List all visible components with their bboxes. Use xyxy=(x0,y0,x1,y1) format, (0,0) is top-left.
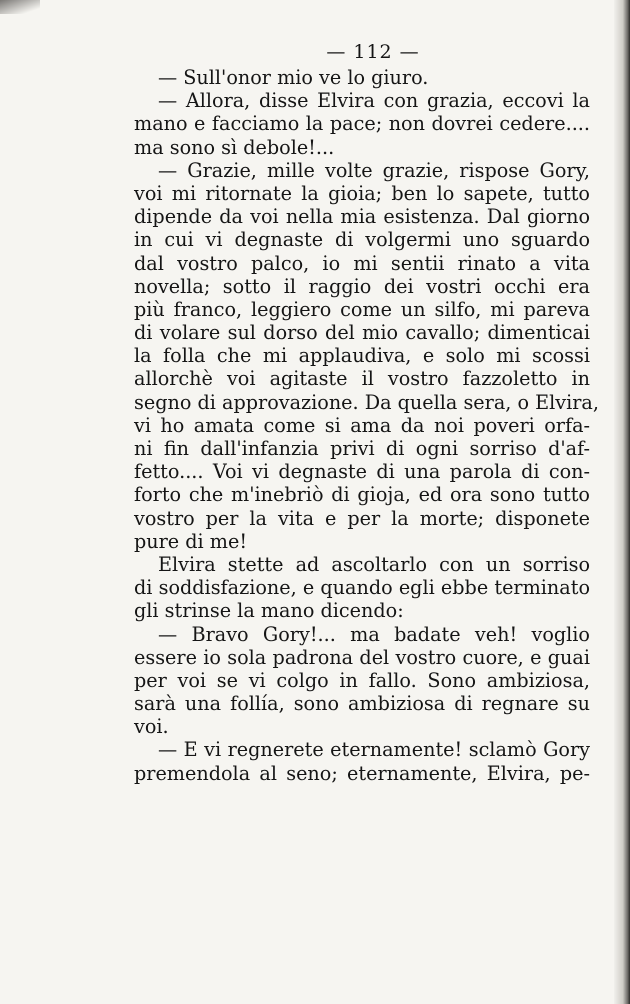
text-line: vi ho amata come si ama da noi poveri orfa- xyxy=(134,413,590,437)
text-line: ma sono sì debole!... xyxy=(134,135,335,159)
text-line: — Sull'onor mio ve lo giuro. xyxy=(158,66,429,89)
text-line: per voi se vi colgo in fallo. Sono ambiziosa, xyxy=(134,668,590,692)
text-line: ni fin dall'infanzia privi di ogni sorriso d'af- xyxy=(134,437,590,460)
text-line: pure di me! xyxy=(134,529,248,553)
paragraph-2 xyxy=(134,89,590,159)
text-line: — Grazie, mille volte grazie, rispose Gory, xyxy=(158,158,590,182)
text-line: segno di approvazione. Da quella sera, o Elvira, xyxy=(134,390,599,414)
text-line: dipende da voi nella mia esistenza. Dal giorno xyxy=(134,205,590,229)
text-line: Elvira stette ad ascoltarlo con un sorriso xyxy=(158,552,590,576)
text-line: mano e facciamo la pace; non dovrei cedere.... xyxy=(134,112,590,136)
text-line: dal vostro palco, io mi sentii rinato a vita xyxy=(134,251,590,275)
text-line: la folla che mi applaudiva, e solo mi scossi xyxy=(134,344,590,368)
text-line: voi. xyxy=(134,715,169,739)
page-number: — 112 — xyxy=(326,41,420,63)
paragraph-4 xyxy=(134,553,590,623)
paragraph-5 xyxy=(134,623,590,739)
text-line: essere io sola padrona del vostro cuore, e guai xyxy=(134,645,590,669)
text-line: sarà una follía, sono ambiziosa di regnare su xyxy=(134,692,590,716)
text-line: di soddisfazione, e quando egli ebbe terminato xyxy=(134,576,590,600)
page-binding-edge xyxy=(614,0,630,1004)
text-line: — Bravo Gory!... ma badate veh! voglio xyxy=(158,622,590,646)
text-line: novella; sotto il raggio dei vostri occhi era xyxy=(134,274,590,298)
text-line: più franco, leggiero come un silfo, mi pareva xyxy=(134,297,590,321)
page-corner-shadow xyxy=(0,0,40,14)
text-line: — Allora, disse Elvira con grazia, eccovi la xyxy=(158,89,590,113)
text-line: — E vi regnerete eternamente! sclamò Gory xyxy=(158,738,590,762)
text-line: fetto.... Voi vi degnaste di una parola di con- xyxy=(134,460,590,484)
text-line: di volare sul dorso del mio cavallo; dimenticai xyxy=(134,321,590,345)
text-line: in cui vi degnaste di volgermi uno sguardo xyxy=(134,228,590,252)
paragraph-6 xyxy=(134,738,590,784)
text-line: gli strinse la mano dicendo: xyxy=(134,599,404,623)
text-line: forto che m'inebriò di gioja, ed ora sono tutto xyxy=(134,483,590,507)
paragraph-1 xyxy=(134,66,590,89)
paragraph-3 xyxy=(134,158,599,553)
text-line: voi mi ritornate la gioia; ben lo sapete, tutto xyxy=(134,181,590,205)
text-line: vostro per la vita e per la morte; disponete xyxy=(134,506,590,530)
text-line: premendola al seno; eternamente, Elvira, pe- xyxy=(134,761,590,785)
page-text xyxy=(134,38,599,785)
text-line: allorchè voi agitaste il vostro fazzoletto in xyxy=(134,367,590,391)
